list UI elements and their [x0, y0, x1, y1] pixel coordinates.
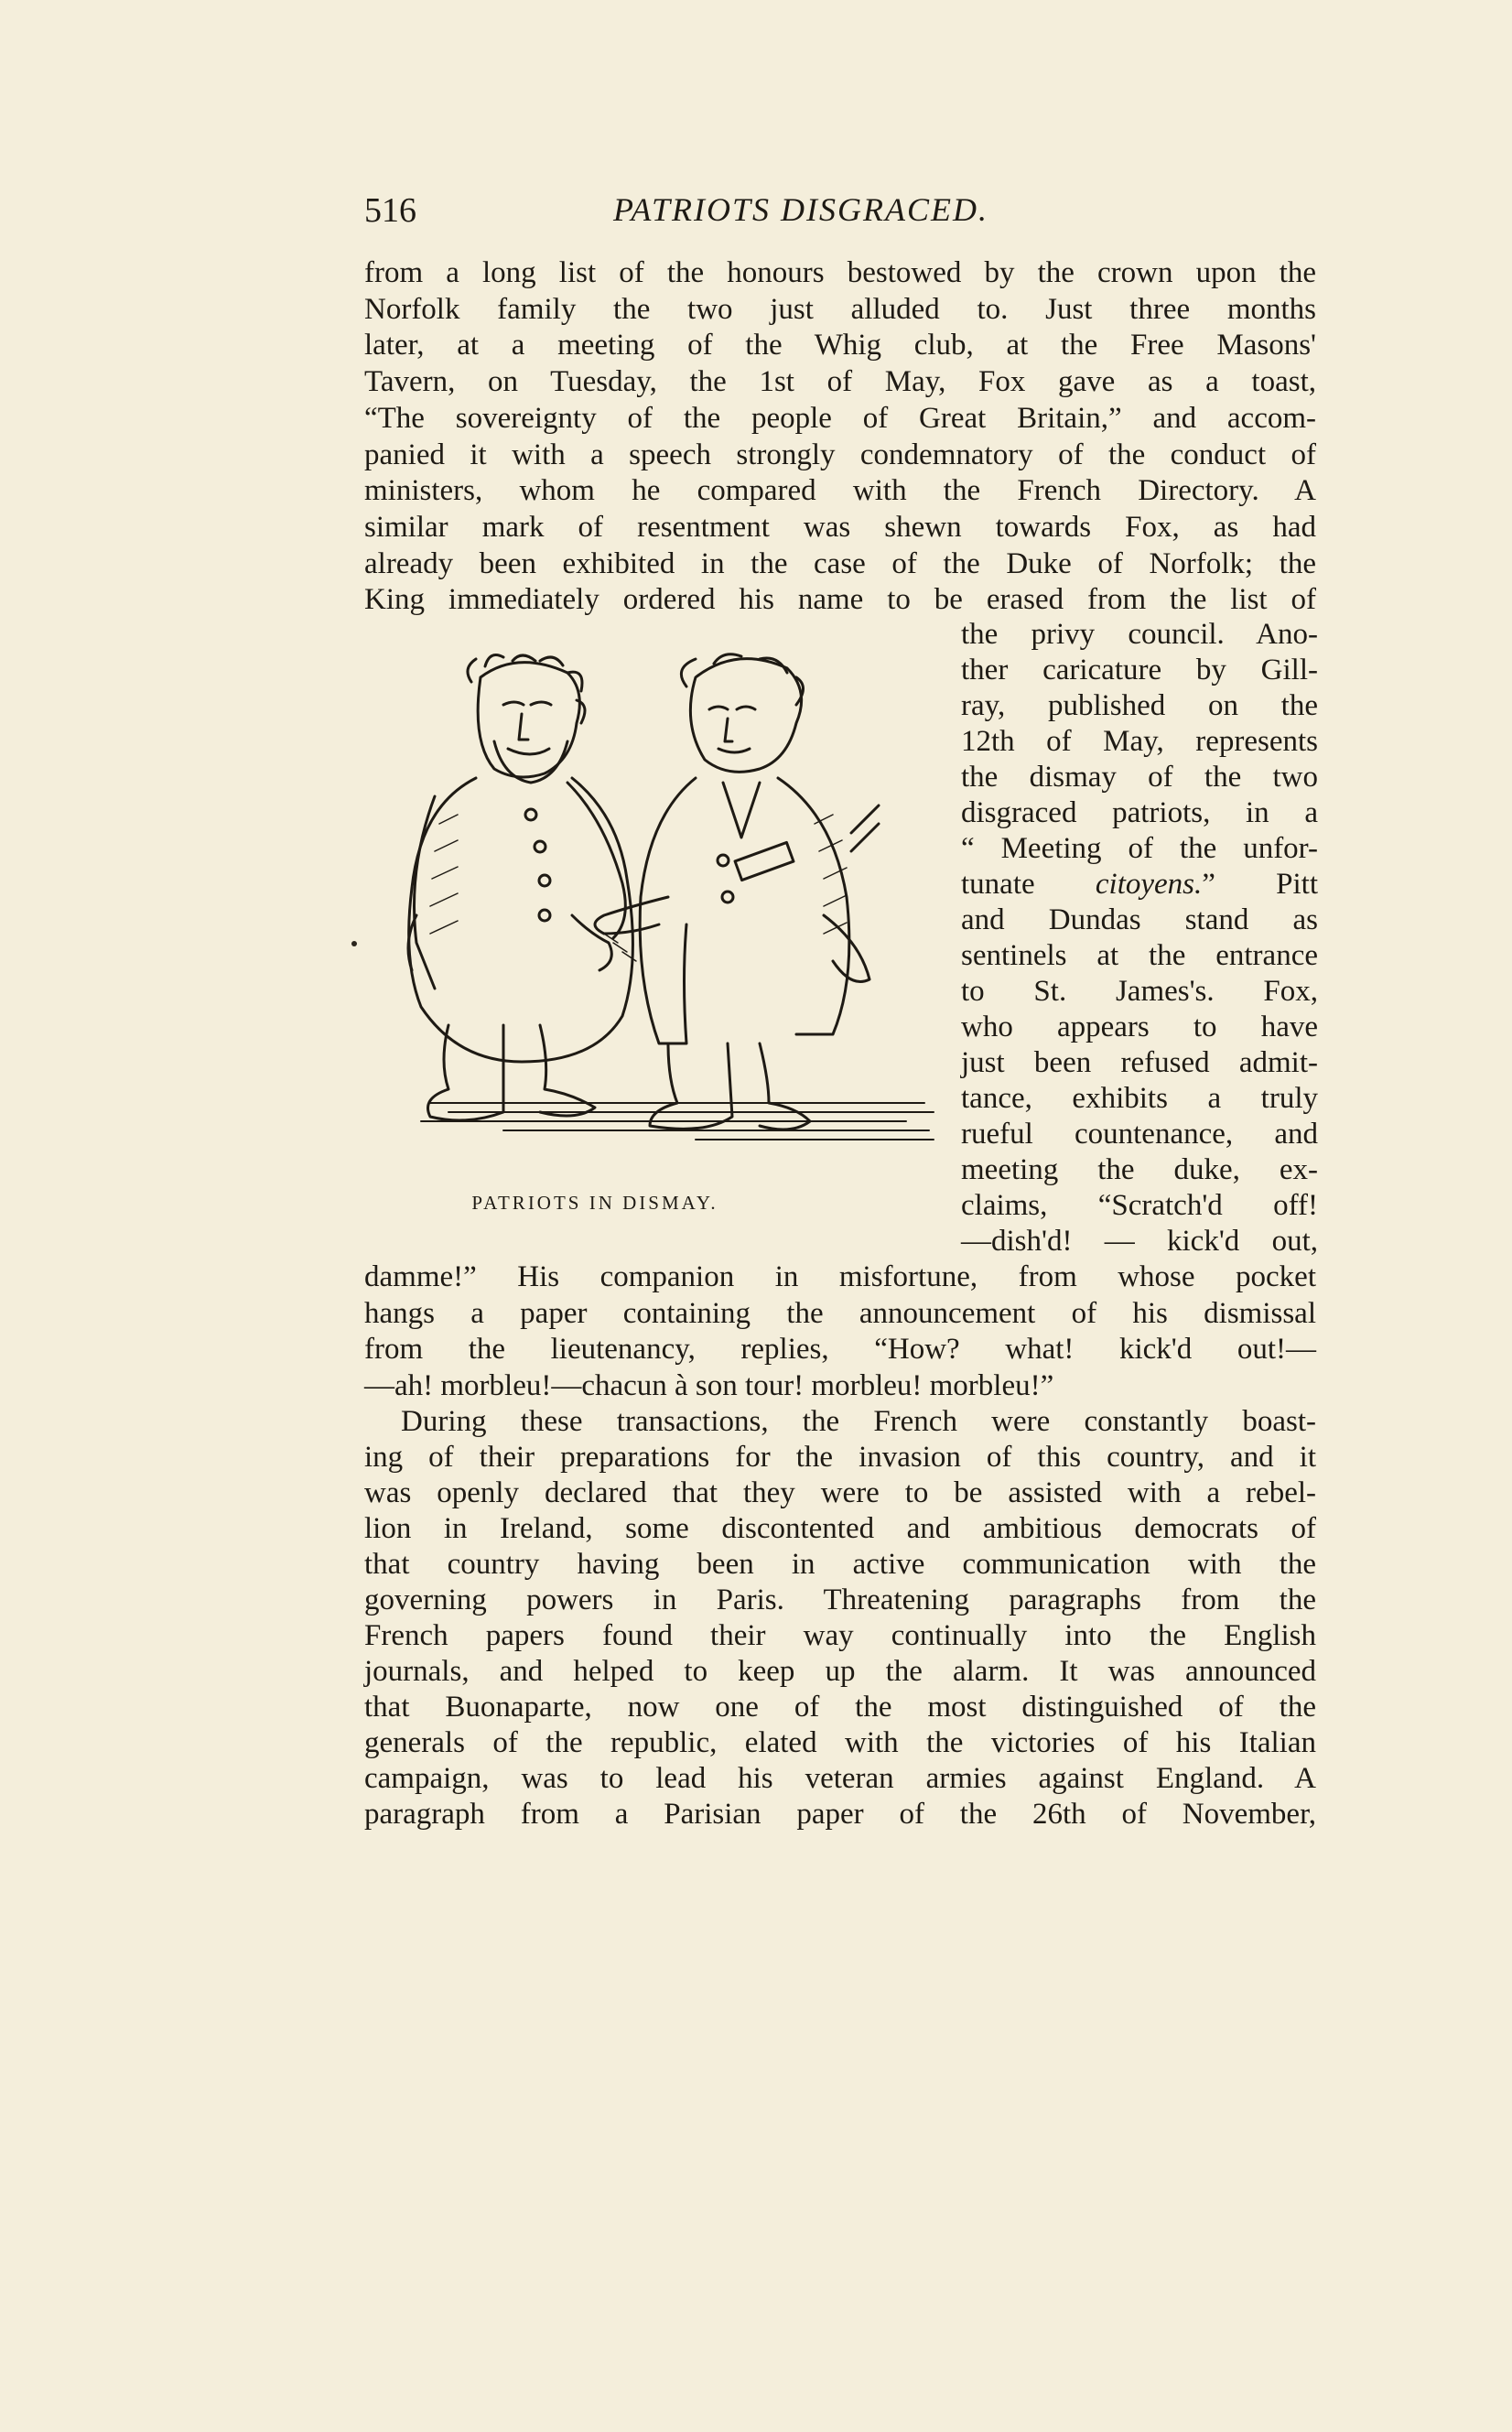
text-line: the dismay of the two	[961, 761, 1318, 794]
text-line: disgraced patriots, in a	[961, 796, 1318, 829]
text-line: paragraph from a Parisian paper of the 26th of November,	[364, 1798, 1316, 1831]
text-line: ther caricature by Gill-	[961, 654, 1318, 686]
text-line: meeting the duke, ex-	[961, 1153, 1318, 1186]
text-line: claims, “Scratch'd off!	[961, 1189, 1318, 1222]
running-header	[364, 190, 1316, 245]
text-line: King immediately ordered his name to be erased from the list of	[364, 583, 1316, 616]
page-number: 516	[364, 191, 416, 230]
text-line: panied it with a speech strongly condemnatory of the conduct of	[364, 438, 1316, 471]
text-line: rueful countenance, and	[961, 1118, 1318, 1151]
text-line: French papers found their way continually into the English	[364, 1619, 1316, 1652]
text-line: generals of the republic, elated with the victories of his Italian	[364, 1726, 1316, 1759]
text-line: Tavern, on Tuesday, the 1st of May, Fox gave as a toast,	[364, 365, 1316, 398]
text-line: governing powers in Paris. Threatening paragraphs from the	[364, 1584, 1316, 1616]
text-line: ray, published on the	[961, 689, 1318, 722]
text-line: tance, exhibits a truly	[961, 1082, 1318, 1115]
text-line: from the lieutenancy, replies, “How? what! kick'd out!—	[364, 1333, 1316, 1366]
text-line: “The sovereignty of the people of Great Britain,” and accom-	[364, 402, 1316, 435]
text-line: ing of their preparations for the invasion of this country, and it	[364, 1441, 1316, 1474]
text-line: —dish'd! — kick'd out,	[961, 1225, 1318, 1258]
text-line: sentinels at the entrance	[961, 939, 1318, 972]
text-line: that Buonaparte, now one of the most distinguished of the	[364, 1691, 1316, 1724]
text-line: Norfolk family the two just alluded to. Just three months	[364, 293, 1316, 326]
text-line: “ Meeting of the unfor-	[961, 832, 1318, 865]
caricature-illustration	[394, 641, 943, 1181]
text-line: hangs a paper containing the announcement of his dismissal	[364, 1297, 1316, 1330]
text-line: who appears to have	[961, 1011, 1318, 1043]
running-title: PATRIOTS DISGRACED.	[613, 191, 988, 228]
text-line: 12th of May, represents	[961, 725, 1318, 758]
text-line: was openly declared that they were to be assisted with a rebel-	[364, 1476, 1316, 1509]
text-line: ministers, whom he compared with the French Directory. A	[364, 474, 1316, 507]
text-line: lion in Ireland, some discontented and ambitious democrats of	[364, 1512, 1316, 1545]
print-speck	[351, 941, 357, 946]
figure-caption: PATRIOTS IN DISMAY.	[471, 1192, 718, 1214]
text-line: and Dundas stand as	[961, 903, 1318, 936]
text-line: the privy council. Ano-	[961, 618, 1318, 651]
text-line: already been exhibited in the case of the Duke of Norfolk; the	[364, 547, 1316, 580]
text-line: journals, and helped to keep up the alarm. It was announced	[364, 1655, 1316, 1688]
text-line: that country having been in active communication with the	[364, 1548, 1316, 1581]
text-line: —ah! morbleu!—chacun à son tour! morbleu! morbleu!”	[364, 1369, 1054, 1402]
text-line-italic: tunate citoyens.” Pitt	[961, 868, 1318, 901]
text-line: from a long list of the honours bestowed by the crown upon the	[364, 256, 1316, 289]
text-line: damme!” His companion in misfortune, from whose pocket	[364, 1260, 1316, 1293]
text-line: just been refused admit-	[961, 1046, 1318, 1079]
text-line: During these transactions, the French were constantly boast-	[401, 1405, 1316, 1438]
text-line: similar mark of resentment was shewn towards Fox, as had	[364, 511, 1316, 544]
text-line: later, at a meeting of the Whig club, at the Free Masons'	[364, 329, 1316, 362]
italic-word: citoyens.	[1095, 868, 1203, 901]
text-line: campaign, was to lead his veteran armies against England. A	[364, 1762, 1316, 1795]
text-line: to St. James's. Fox,	[961, 975, 1318, 1008]
